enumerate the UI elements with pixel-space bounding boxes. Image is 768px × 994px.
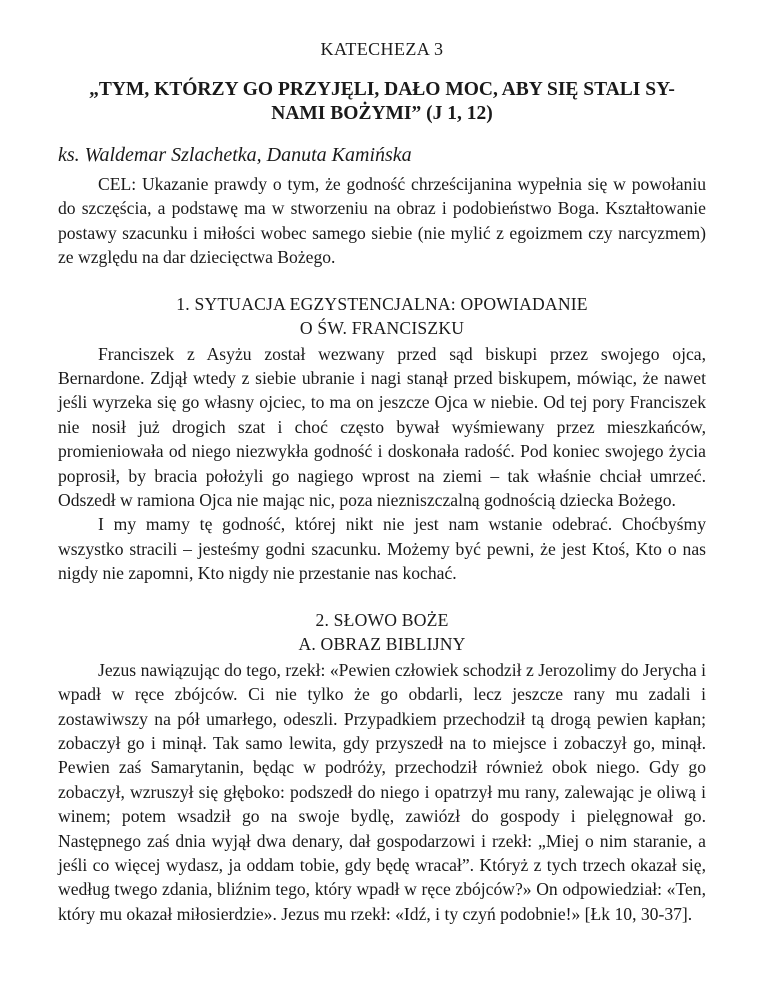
catechesis-header: KATECHEZA 3 — [320, 39, 444, 59]
section-2-paragraph: Jezus nawiązując do tego, rzekł: «Pewien człowiek schodził z Jerozolimy do Jerycha i wpadł w ręce zbójców. Ci nie tylko że go obdarli, lecz jeszcze rany mu zadali i zostawiwszy na pół umarłego, odeszli. Przypadkiem przechodził tą drogą pewien kapłan; zobaczył go i minął. Tak samo lewita, gdy przyszedł na to miejsce i zobaczył go, minął. Pewien zaś Samarytanin, będąc w podróży, przechodził również obok niego. Gdy go zobaczył, wzruszył się głęboko: podszedł do niego i opatrzył mu rany, zalewając je oliwą i winem; potem wsadził go na swoje bydlę, zawiózł do gospody i pielęgnował go. Następnego zaś dnia wyjął dwa denary, dał gospodarzowi i rzekł: „Miej o nim staranie, a jeśli co więcej wydasz, ja oddam tobie, gdy będę wracał”. Któryż z tych trzech okazał się, według twego zdania, bliźnim tego, który wpadł w ręce zbójców?» On odpowiedział: «Ten, który mu okazał miłosierdzie». Jezus mu rzekł: «Idź, i ty czyń podobnie!» [Łk 10, 30-37]. — [58, 659, 706, 924]
authors: ks. Waldemar Szlachetka, Danuta Kamińska — [58, 144, 412, 166]
title-line-2: NAMI BOŻYMI” (J 1, 12) — [271, 103, 493, 124]
section-1-heading — [58, 292, 706, 340]
section-1-paragraph: Franciszek z Asyżu został wezwany przed sąd biskupi przez swojego ojca, Bernardone. Zdjął wtedy z siebie ubranie i nagi stanął przed biskupem, mówiąc, że nawet jeśli wyrzeka się go własny ojciec, to ma on jeszcze Ojca w niebie. Od tej pory Franciszek nie nosił już drogich szat i choć często bywał wyśmiewany przez mieszkańców, promieniowała od niego niezwykła godność i doskonała radość. Pod koniec swojego życia poprosił, by bracia położyli go nagiego wprost na ziemi – tak właśnie chciał umrzeć. Odszedł w ramiona Ojca nie mając nic, poza niezniszczalną godnością dziecka Bożego. — [58, 343, 706, 511]
catechesis-title — [58, 78, 706, 126]
section-1-paragraph: I my mamy tę godność, której nikt nie jest nam wstanie odebrać. Choćbyśmy wszystko stracili – jesteśmy godni szacunku. Możemy być pewni, że jest Ktoś, Kto o nas nigdy nie zapomni, Kto nigdy nie przestanie nas kochać. — [58, 514, 706, 584]
section-1-heading-line-1: 1. SYTUACJA EGZYSTENCJALNA: OPOWIADANIE — [176, 293, 588, 314]
section-1-heading-line-2: O ŚW. FRANCISZKU — [299, 317, 465, 338]
goal-paragraph: CEL: Ukazanie prawdy o tym, że godność chrześcijanina wypełnia się w powołaniu do szczęścia, a podstawę ma w stworzeniu na obraz i podobieństwo Boga. Kształtowanie postawy szacunku i miłości wobec samego siebie (nie mylić z egoizmem czy narcyzmem) ze względu na dar dziecięctwa Bożego. — [58, 174, 706, 268]
section-2-heading-line-2: A. OBRAZ BIBLIJNY — [298, 633, 466, 654]
title-line-1: „TYM, KTÓRZY GO PRZYJĘLI, DAŁO MOC, ABY SIĘ STALI SY- — [89, 79, 675, 100]
section-2-heading-line-1: 2. SŁOWO BOŻE — [315, 609, 449, 630]
section-2-heading — [58, 608, 706, 656]
